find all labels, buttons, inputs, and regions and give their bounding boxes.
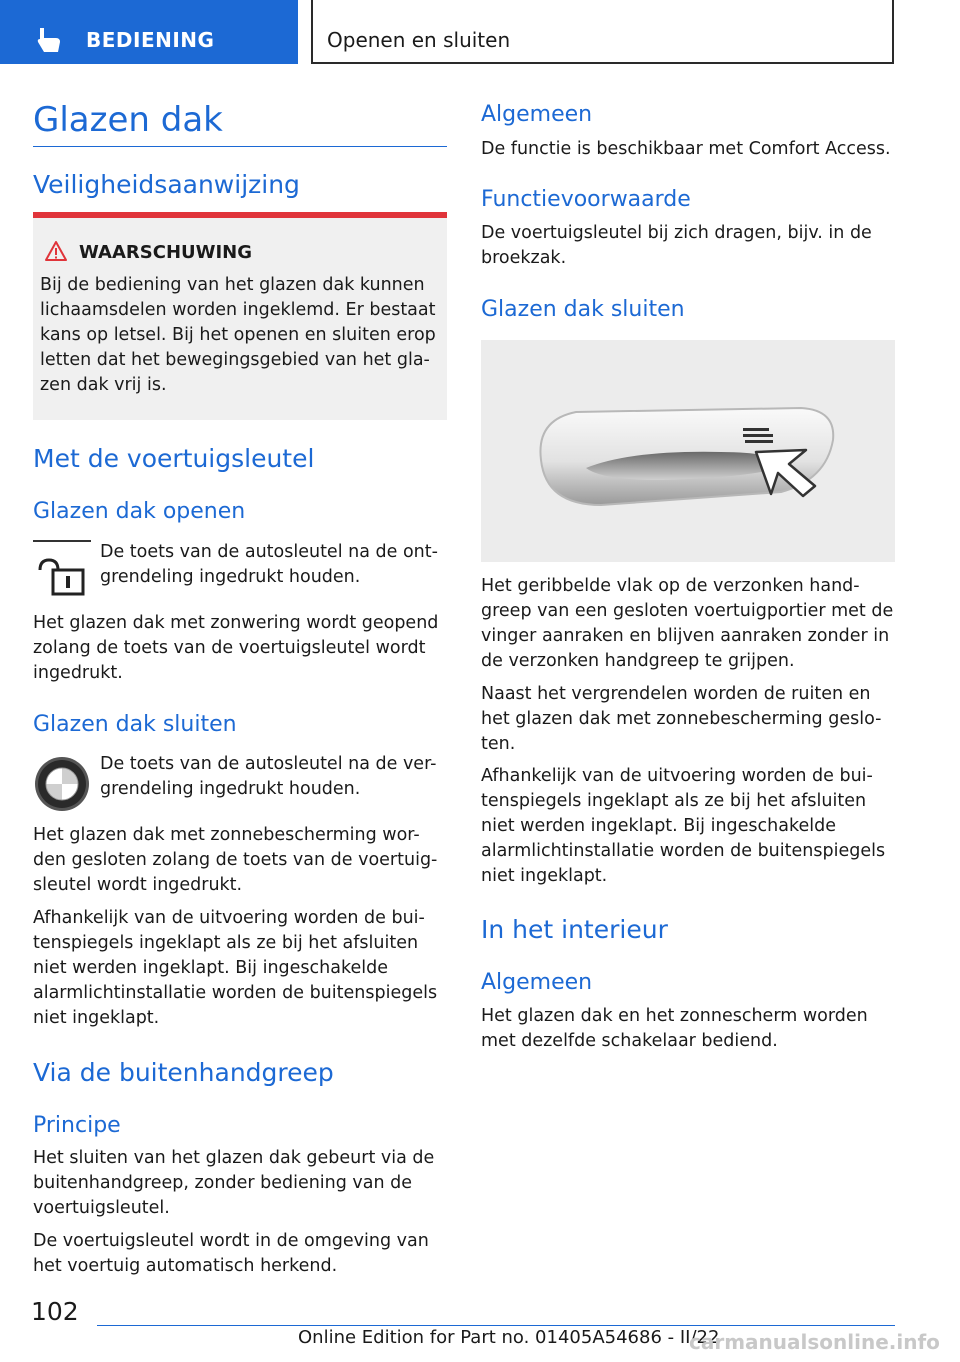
pointing-hand-icon	[36, 26, 62, 54]
warning-text: Bij de bediening van het glazen dak kunnen lichaamsdelen worden ingeklemd. Er bestaat kans op letsel. Bij het openen en sluiten erop letten dat het bewegingsgebied van het gla- zen dak vrij is.	[40, 275, 436, 395]
close-heading-right: Glazen dak sluiten	[481, 297, 685, 322]
edition-text: Online Edition for Part no. 01405A54686 - II/22	[298, 1327, 720, 1348]
page-title: Glazen dak	[33, 100, 223, 140]
chapter-label: Openen en sluiten	[327, 28, 511, 52]
chapter-box	[311, 0, 894, 64]
open-paragraph: Het glazen dak met zonwering wordt geopend zolang de toets van de voertuigsleutel wordt ingedrukt.	[33, 613, 439, 683]
right-close-paragraph-3: Afhankelijk van de uitvoering worden de bui- tenspiegels ingeklapt als ze bij het afsluiten niet werden ingeklapt. Bij ingeschakelde alarmlichtinstallatie worden de buitenspiegels niet ingeklapt.	[481, 766, 886, 886]
close-paragraph-2: Afhankelijk van de uitvoering worden de bui- tenspiegels ingeklapt als ze bij het afsluiten niet werden ingeklapt. Bij ingeschakelde alarmlichtinstallatie worden de buitenspiegels niet ingeklapt.	[33, 908, 438, 1028]
close-paragraph-1: Het glazen dak met zonnebescherming wor- den gesloten zolang de toets van de voertuig- sleutel wordt ingedrukt.	[33, 825, 438, 895]
title-rule	[33, 146, 447, 147]
key-heading: Met de voertuigsleutel	[33, 444, 315, 473]
open-heading: Glazen dak openen	[33, 499, 246, 524]
right-close-paragraph-1: Het geribbelde vlak op de verzonken hand- greep van een gesloten voertuigportier met de vinger aanraken en blijven aanraken zonder in de verzonken handgreep te grijpen.	[481, 576, 894, 671]
unlock-icon	[33, 540, 91, 598]
bmw-logo-icon	[33, 755, 91, 813]
footer-rule	[97, 1325, 895, 1326]
principle-paragraph-2: De voertuigsleutel wordt in de omgeving van het voertuig automatisch herkend.	[33, 1231, 429, 1276]
right-close-paragraph-2: Naast het vergrendelen worden de ruiten en het glazen dak met zonnebescherming geslo- ten.	[481, 684, 882, 754]
door-handle-illustration	[481, 340, 895, 562]
condition-paragraph: De voertuigsleutel bij zich dragen, bijv. in de broekzak.	[481, 223, 872, 268]
open-icon-text: De toets van de autosleutel na de ont- grendeling ingedrukt houden.	[100, 542, 438, 587]
principle-heading: Principe	[33, 1113, 121, 1138]
condition-heading: Functievoorwaarde	[481, 187, 691, 212]
interior-heading: In het interieur	[481, 915, 668, 944]
warning-label: WAARSCHUWING	[79, 242, 253, 263]
close-icon-text: De toets van de autosleutel na de ver- grendeling ingedrukt houden.	[100, 754, 437, 799]
warning-triangle-icon	[44, 240, 68, 262]
section-label: BEDIENING	[86, 28, 215, 52]
general-heading: Algemeen	[481, 102, 593, 127]
principle-paragraph-1: Het sluiten van het glazen dak gebeurt via de buitenhandgreep, zonder bediening van de voertuigsleutel.	[33, 1148, 435, 1218]
interior-paragraph: Het glazen dak en het zonnescherm worden met dezelfde schakelaar bediend.	[481, 1006, 868, 1051]
watermark: carmanualsonline.info	[689, 1330, 940, 1354]
safety-heading: Veiligheidsaanwijzing	[33, 170, 300, 199]
interior-general-heading: Algemeen	[481, 970, 593, 995]
general-paragraph: De functie is beschikbaar met Comfort Access.	[481, 139, 891, 159]
section-tab	[0, 0, 298, 64]
page-number: 102	[31, 1297, 79, 1326]
close-heading-left: Glazen dak sluiten	[33, 712, 237, 737]
handle-heading: Via de buitenhandgreep	[33, 1058, 334, 1087]
